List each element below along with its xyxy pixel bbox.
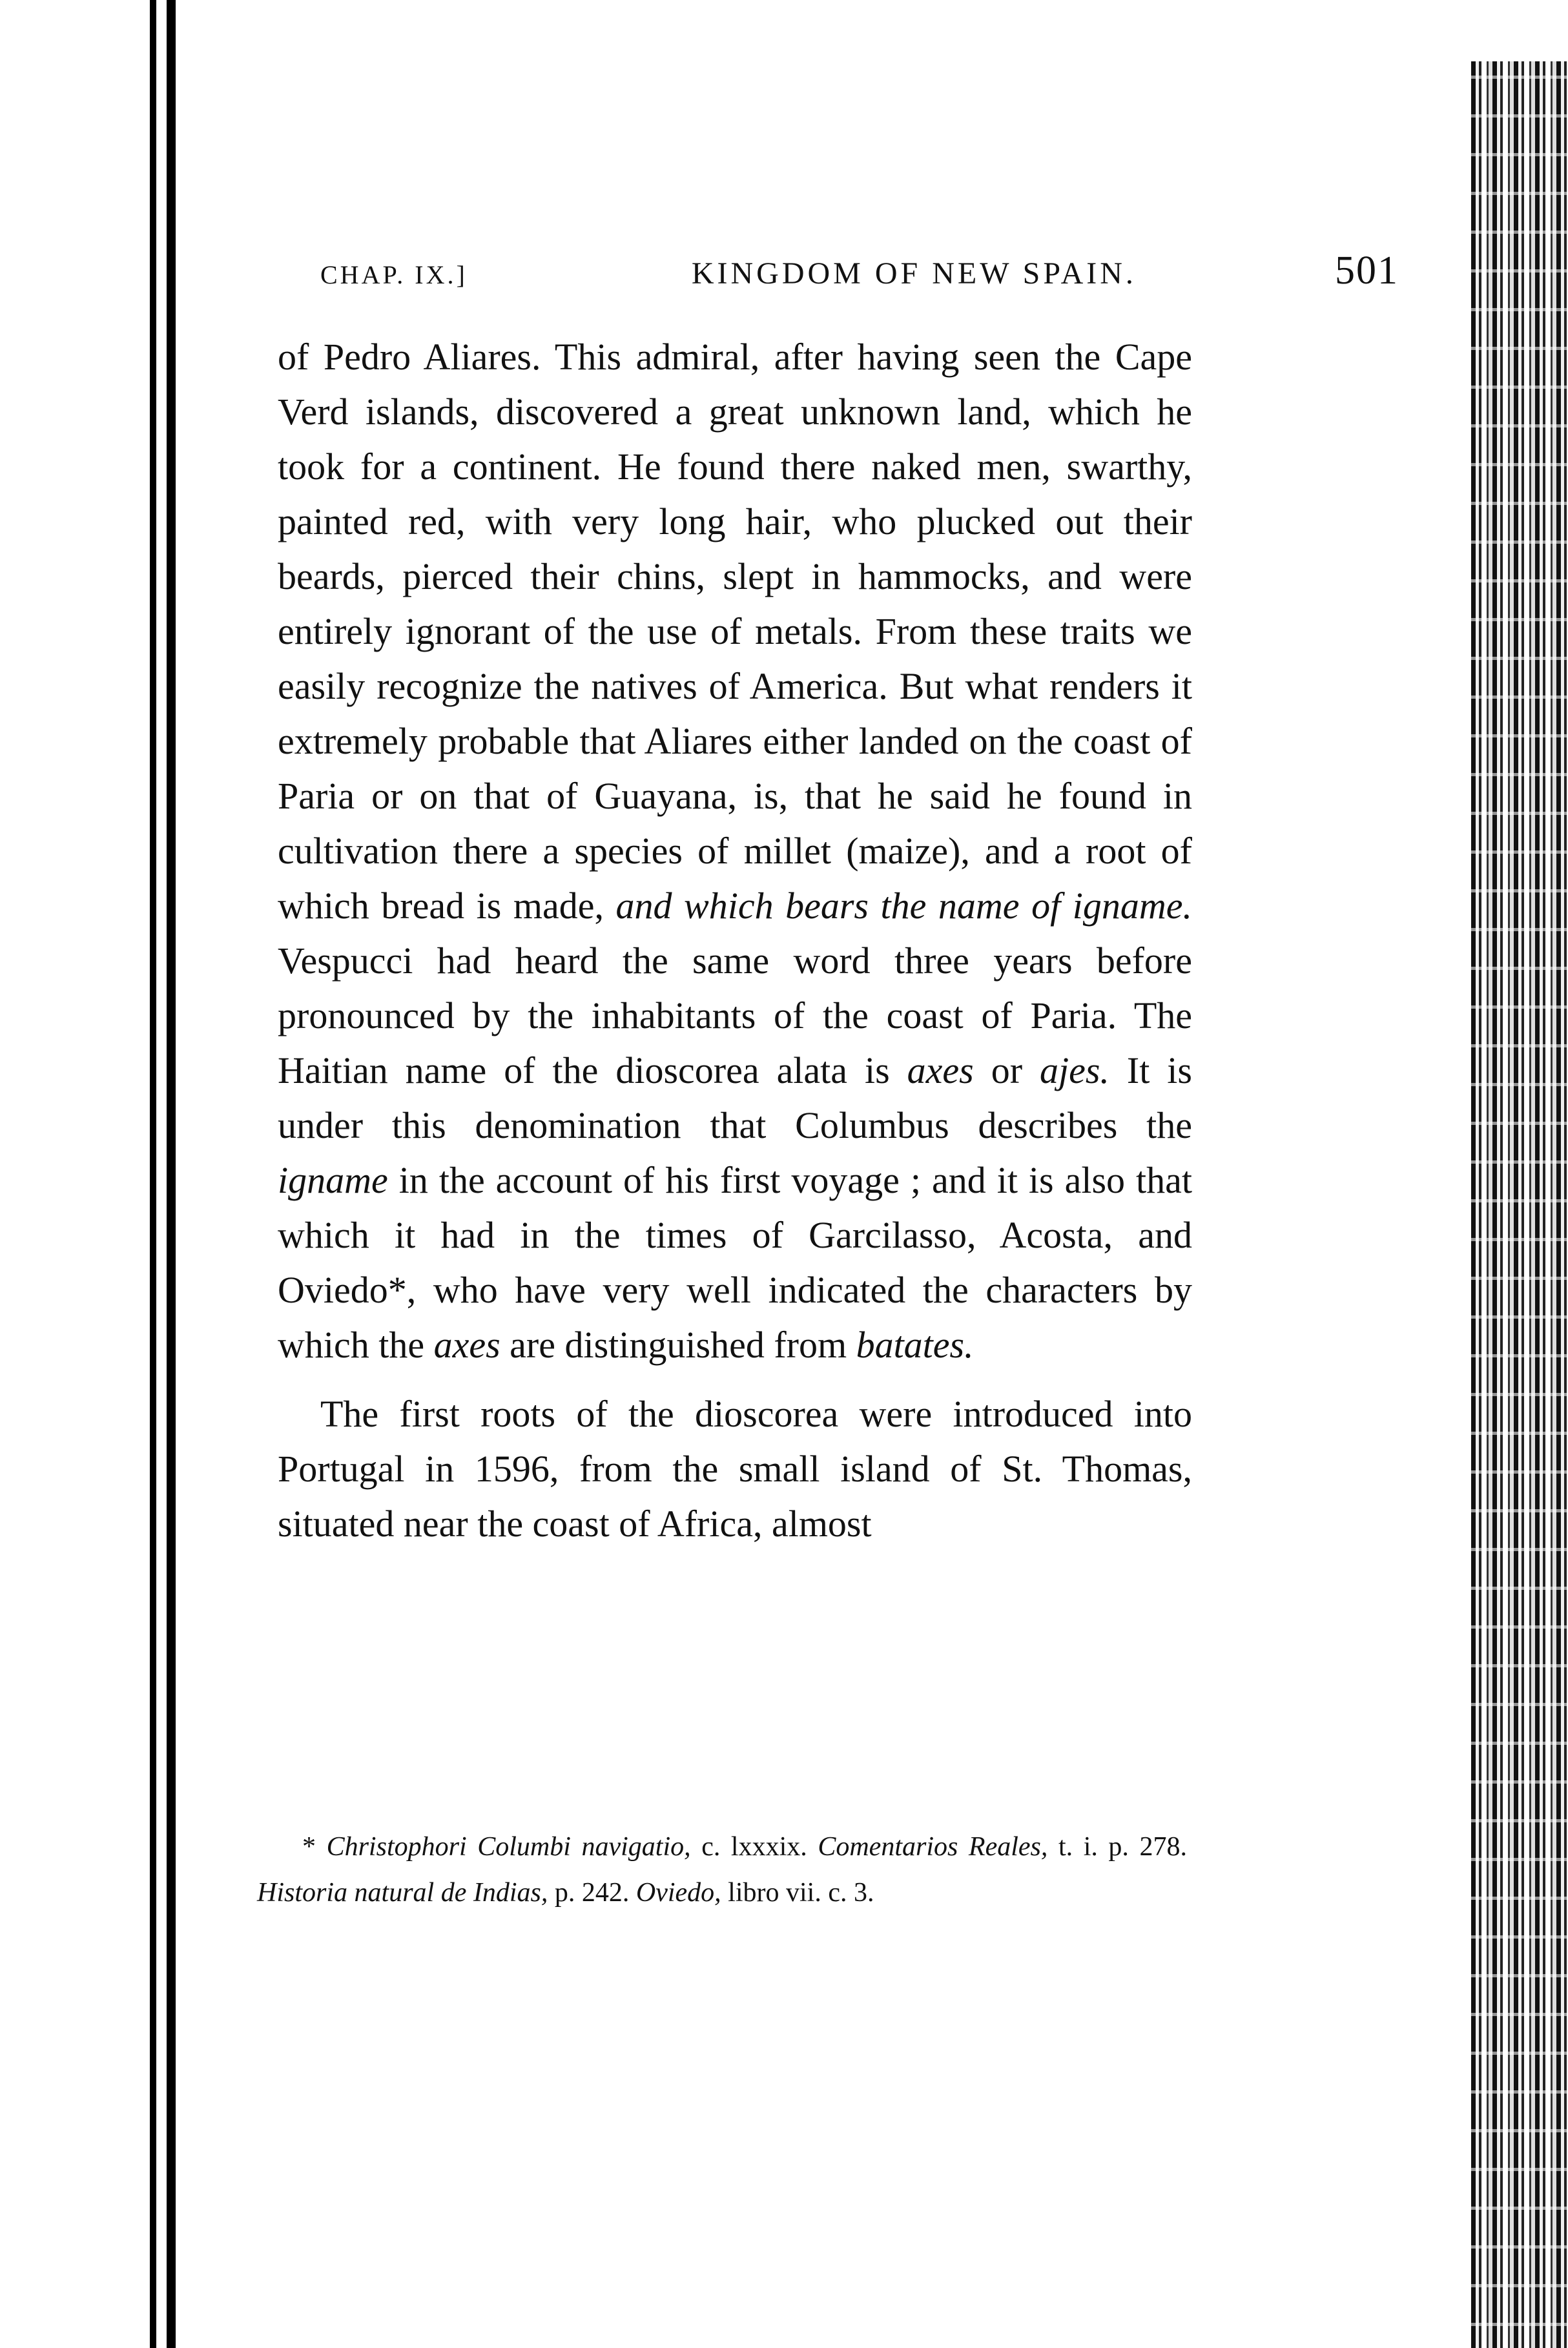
footnote-text: * Christophori Columbi navigatio, c. lxxxix. Comentarios Reales, t. i. p. 278. Historia natural de Indias, p. 242. Oviedo, libro vii. c. 3. bbox=[257, 1832, 1188, 1908]
page-number: 501 bbox=[1334, 249, 1399, 293]
book-page bbox=[174, 19, 1466, 2348]
paragraph-1: of Pedro Aliares. This admiral, after having seen the Cape Verd islands, discovered a great unknown land, which he took for a continent. He found there naked men, swarthy, painted red, with very long hair, who plucked out their beards, pierced their chins, slept in hammocks, and were entirely ignorant of the use of metals. From these traits we easily recognize the natives of America. But what renders it extremely probable that Aliares either landed on the coast of Paria or on that of Guayana, is, that he said he found in cultivation there a species of millet (maize), and a root of which bread is made, and which bears the name of igname. Vespucci had heard the same word three years before pronounced by the inhabitants of the coast of Paria. The Haitian name of the dioscorea alata is axes or ajes. It is under this denomination that Columbus describes the igname in the account of his first voyage ; and it is also that which it had in the times of Garcilasso, Acosta, and Oviedo*, who have very well indicated the characters by which the axes are distinguished from batates. bbox=[278, 336, 1192, 1366]
page-edge bbox=[1471, 61, 1568, 2348]
gutter-line-left bbox=[150, 0, 156, 2348]
running-title: KINGDOM OF NEW SPAIN. bbox=[691, 256, 1137, 291]
footnote bbox=[257, 1824, 1187, 1916]
running-header bbox=[320, 248, 1399, 319]
paragraph-2: The first roots of the dioscorea were introduced into Portugal in 1596, from the small island of St. Thomas, situated near the coast of Africa, almost bbox=[278, 1393, 1192, 1545]
body-text bbox=[278, 329, 1192, 1551]
chapter-label: CHAP. IX.] bbox=[320, 260, 468, 289]
